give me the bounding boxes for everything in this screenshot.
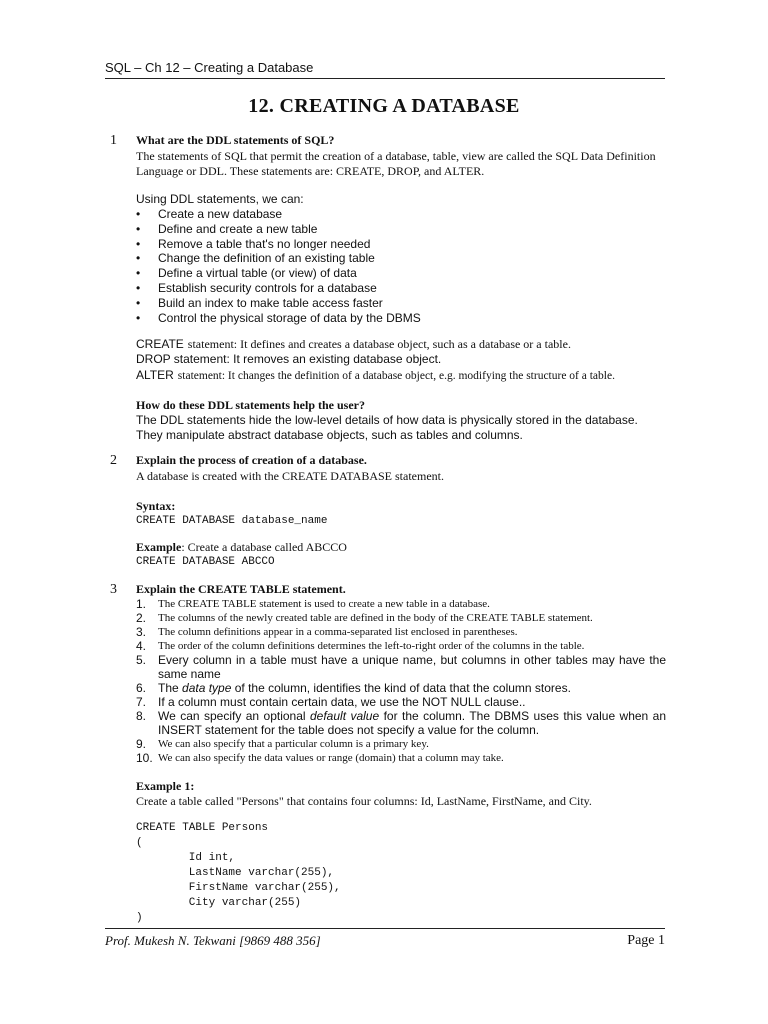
list-item: • Create a new database [136, 207, 666, 222]
syntax-label: Syntax: [136, 498, 176, 513]
question-number-2: 2 [110, 453, 117, 468]
ddl-capabilities-list [136, 207, 666, 325]
example-code: CREATE DATABASE ABCCO [136, 555, 275, 568]
code-line: City varchar(255) [136, 896, 302, 909]
create-table-points [136, 597, 666, 765]
code-line: Id int, [136, 851, 236, 864]
list-item: 9. We can also specify that a particular column is a primary key. [136, 737, 429, 751]
list-item: 4. The order of the column definitions determines the left-to-right order of the columns in the table. [136, 639, 585, 653]
question-number-3: 3 [110, 582, 117, 597]
list-item: 2. The columns of the newly created table are defined in the body of the CREATE TABLE statement. [136, 611, 593, 625]
alter-statement-line [136, 367, 666, 384]
code-line: CREATE TABLE Persons [136, 821, 269, 834]
footer-author: Prof. Mukesh N. Tekwani [9869 488 356] [105, 933, 321, 948]
ddl-help-heading: How do these DDL statements help the user? [136, 398, 365, 413]
syntax-code: CREATE DATABASE database_name [136, 514, 328, 527]
page-footer [105, 928, 665, 949]
ddl-intro: Using DDL statements, we can: [136, 192, 304, 206]
example-label: Example [136, 539, 182, 554]
page-number: Page 1 [627, 933, 665, 948]
question-1-paragraph: The statements of SQL that permit the creation of a database, table, view are called the SQL Data Definition Language or DDL. These statements are: CREATE, DROP, and ALTER. [136, 149, 656, 178]
code-line: LastName varchar(255), [136, 866, 335, 879]
code-line: ( [136, 836, 143, 849]
create-statement-line [136, 336, 666, 352]
ddl-help-paragraph: The DDL statements hide the low-level details of how data is physically stored in the database. They manipulate abstract database objects, such as tables and columns. [136, 413, 638, 443]
example-line [136, 539, 666, 555]
question-3-section [136, 581, 666, 926]
alter-description: statement: It changes the definition of a database object, e.g. modifying the structure of a table. [177, 370, 615, 383]
list-item: 5. Every column in a table must have a unique name, but columns in other tables may have the same name [136, 653, 666, 681]
question-1-heading: What are the DDL statements of SQL? [136, 133, 335, 147]
question-1-section [136, 132, 666, 443]
create-table-code [136, 821, 666, 926]
example-1-label: Example 1: [136, 779, 195, 793]
list-item: 7. If a column must contain certain data, we use the NOT NULL clause.. [136, 695, 526, 709]
question-2-paragraph: A database is created with the CREATE DATABASE statement. [136, 469, 444, 483]
list-item: • Define a virtual table (or view) of data [136, 266, 666, 281]
alter-keyword: ALTER [136, 368, 174, 383]
list-item: 6. The data type of the column, identifies the kind of data that the column stores. [136, 681, 571, 695]
list-item: • Build an index to make table access faster [136, 296, 666, 311]
list-item: • Control the physical storage of data by the DBMS [136, 311, 666, 326]
question-2-section [136, 452, 666, 570]
example-description: : Create a database called ABCCO [181, 539, 347, 554]
create-description: statement: It defines and creates a database object, such as a database or a table. [187, 337, 571, 352]
page-title: 12. CREATING A DATABASE [248, 95, 520, 117]
example-1-description: Create a table called "Persons" that contains four columns: Id, LastName, FirstName, and City. [136, 794, 592, 808]
code-line: FirstName varchar(255), [136, 881, 341, 894]
list-item: • Change the definition of an existing table [136, 251, 666, 266]
list-item: 8. We can specify an optional default value for the column. The DBMS uses this value when an INSERT statement for the table does not specify a value for the column. [136, 709, 667, 737]
list-item: 1. The CREATE TABLE statement is used to create a new table in a database. [136, 597, 490, 611]
list-item: 10. We can also specify the data values or range (domain) that a column may take. [136, 751, 504, 765]
question-2-heading: Explain the process of creation of a database. [136, 453, 367, 467]
question-3-heading: Explain the CREATE TABLE statement. [136, 582, 346, 596]
list-item: 3. The column definitions appear in a comma-separated list enclosed in parentheses. [136, 625, 518, 639]
code-line: ) [136, 911, 143, 924]
list-item: • Define and create a new table [136, 222, 666, 237]
list-item: • Remove a table that's no longer needed [136, 237, 666, 252]
create-keyword: CREATE [136, 337, 184, 352]
drop-statement-line: DROP statement: It removes an existing database object. [136, 352, 442, 367]
question-number-1: 1 [110, 133, 117, 148]
running-header: SQL – Ch 12 – Creating a Database [105, 60, 665, 79]
list-item: • Establish security controls for a database [136, 281, 666, 296]
